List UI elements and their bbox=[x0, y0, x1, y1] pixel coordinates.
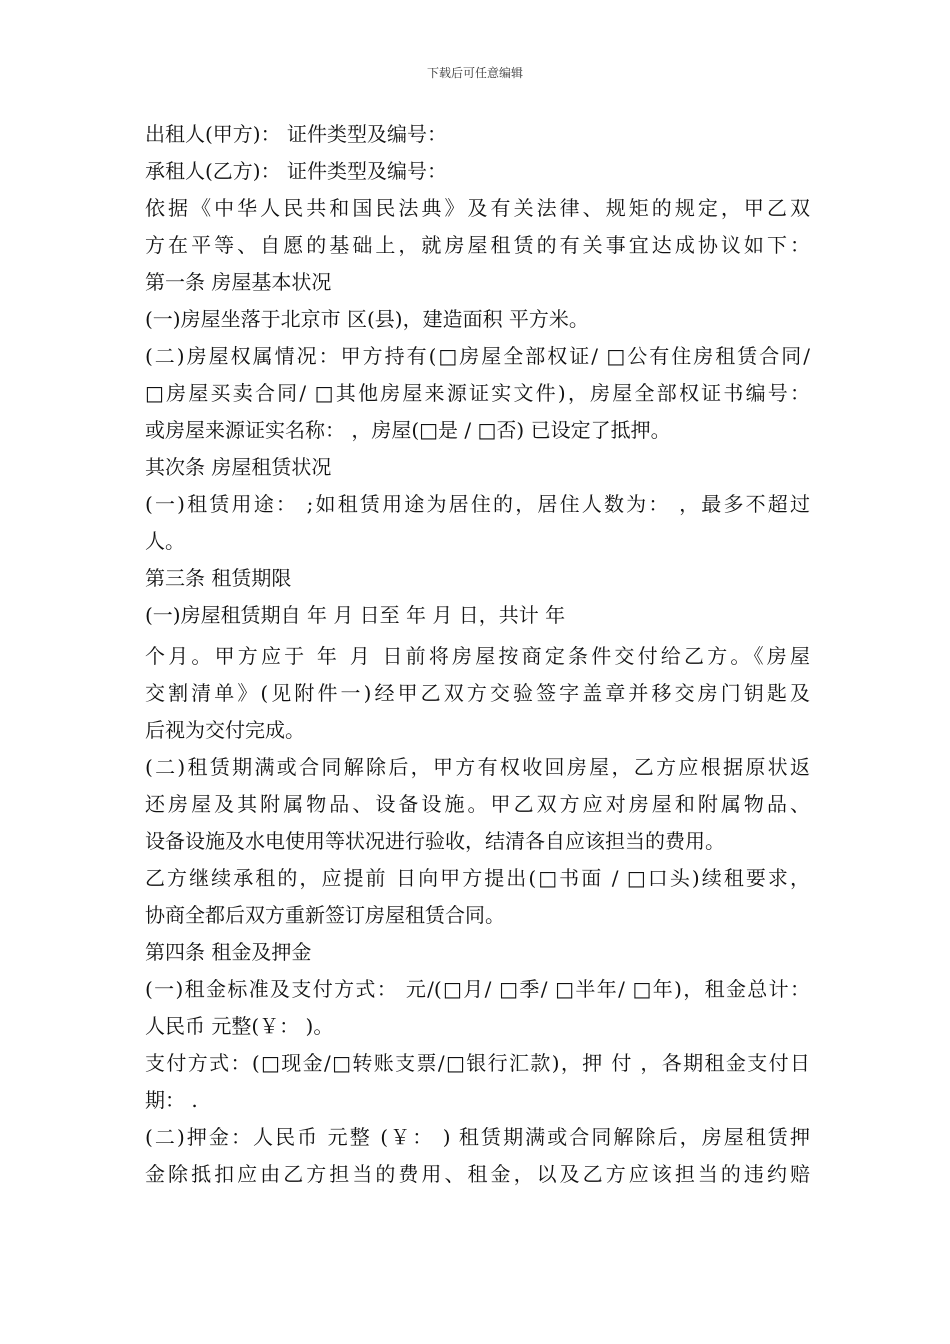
text-line-a4-6: 金除抵扣应由乙方担当的费用、租金，以及乙方应该担当的违约赔 bbox=[145, 1162, 810, 1186]
text-line-a1-3: □房屋买卖合同/ □其他房屋来源证实文件)，房屋全部权证书编号： bbox=[145, 381, 810, 405]
text-line-a3-9: 协商全都后双方重新签订房屋租赁合同。 bbox=[145, 903, 505, 927]
text-line-a1-2: (二)房屋权属情况：甲方持有(□房屋全部权证/ □公有住房租赁合同/ bbox=[145, 344, 810, 368]
document-body bbox=[145, 116, 810, 1193]
text-line-a2-2: 人。 bbox=[145, 529, 185, 553]
text-line-lessee: 承租人(乙方)： 证件类型及编号： bbox=[145, 159, 447, 183]
text-line-a1-4: 或房屋来源证实名称： ，房屋(□是 / □否) 已设定了抵押。 bbox=[145, 418, 671, 442]
page-header-note: 下载后可任意编辑 bbox=[426, 66, 523, 80]
article-4-heading: 第四条 租金及押金 bbox=[145, 940, 312, 964]
text-line-a4-2: 人民币 元整(￥： )。 bbox=[145, 1014, 334, 1038]
text-line-a3-4: 后视为交付完成。 bbox=[145, 718, 305, 742]
text-line-a4-5: (二)押金：人民币 元整 (￥： ) 租赁期满或合同解除后，房屋租赁押 bbox=[145, 1125, 810, 1149]
text-line-a1-1: (一)房屋坐落于北京市 区(县)，建造面积 平方米。 bbox=[145, 307, 589, 331]
text-line-a3-6: 还房屋及其附属物品、设备设施。甲乙双方应对房屋和附属物品、 bbox=[145, 792, 810, 816]
text-line-preamble-2: 方在平等、自愿的基础上，就房屋租赁的有关事宜达成协议如下： bbox=[145, 233, 810, 257]
text-line-a2-1: (一)租赁用途： ;如租赁用途为居住的，居住人数为： ，最多不超过 bbox=[145, 492, 810, 516]
text-line-a3-2: 个月。甲方应于 年 月 日前将房屋按商定条件交付给乙方。《房屋 bbox=[145, 644, 810, 668]
text-line-a4-1: (一)租金标准及支付方式： 元/(□月/ □季/ □半年/ □年)，租金总计： bbox=[145, 977, 810, 1001]
text-line-a3-3: 交割清单》(见附件一)经甲乙双方交验签字盖章并移交房门钥匙及 bbox=[145, 681, 810, 705]
text-line-a3-8: 乙方继续承租的，应提前 日向甲方提出(□书面 / □口头)续租要求， bbox=[145, 866, 810, 890]
text-line-lessor: 出租人(甲方)： 证件类型及编号： bbox=[145, 122, 447, 146]
article-2-heading: 其次条 房屋租赁状况 bbox=[145, 455, 332, 479]
text-line-a3-5: (二)租赁期满或合同解除后，甲方有权收回房屋，乙方应根据原状返 bbox=[145, 755, 810, 779]
text-line-a4-3: 支付方式：(□现金/□转账支票/□银行汇款)，押 付 ，各期租金支付日 bbox=[145, 1051, 810, 1075]
article-3-heading: 第三条 租赁期限 bbox=[145, 566, 292, 590]
text-line-preamble-1: 依据《中华人民共和国民法典》及有关法律、规矩的规定，甲乙双 bbox=[145, 196, 810, 220]
text-line-a3-7: 设备设施及水电使用等状况进行验收，结清各自应该担当的费用。 bbox=[145, 829, 725, 853]
text-line-a3-1: (一)房屋租赁期自 年 月 日至 年 月 日，共计 年 bbox=[145, 603, 566, 627]
text-line-a4-4: 期： . bbox=[145, 1088, 198, 1112]
article-1-heading: 第一条 房屋基本状况 bbox=[145, 270, 332, 294]
